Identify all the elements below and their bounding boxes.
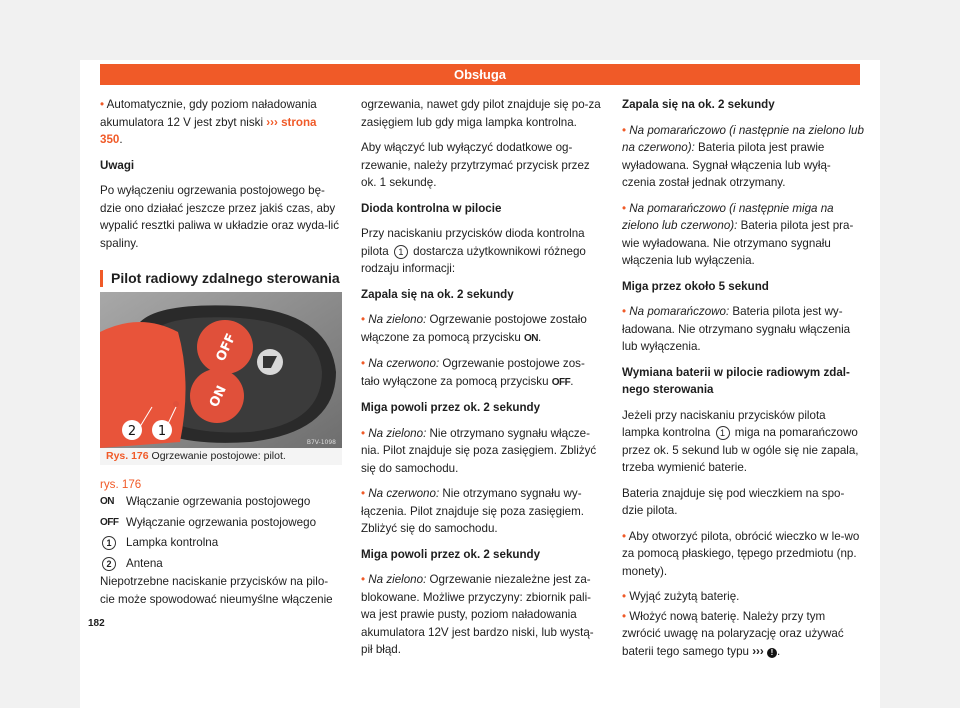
bullet-icon: • xyxy=(361,426,366,440)
svg-text:2: 2 xyxy=(127,424,137,439)
svg-text:1: 1 xyxy=(157,424,167,439)
uwagi-text: Po wyłączeniu ogrzewania postojowego bę-dzie ono działać jeszcze przez jakiś czas, aby wypalić resztki paliwa w układzie oraz wyda-lić spaliny. xyxy=(100,184,340,250)
page-number: 182 xyxy=(88,618,105,629)
uwagi-heading: Uwagi xyxy=(100,158,135,172)
column-3: Zapala się na ok. 2 sekundy • Na pomarańczowo (i następnie na zielono lub na czerwono): Bateria pilota jest prawie wyładowana. Sygnał włączenia lub wyłą-czenia został jednak otrzymany. • Na pomarańczowo (i następnie miga na zielono lub czerwono): Bateria pilota jest pra-wie wyładowana. Nie otrzymano sygnału włączenia lub wyłączenia. Miga przez około 5 sekund • Na pomarańczowo: Bateria pilota jest wy-ładowana. Nie otrzymano sygnału włączenia lub wyłączenia. Wymiana baterii w pilocie radiowym zdal-nego sterowania Jeżeli przy naciskaniu przycisków pilota lampka kontrolna 1 miga na pomarańczowo przez ok. 5 sekund lub w ogóle się nie zapala, trzeba wymienić baterie. Bateria znajduje się pod wieczkiem na spo-dzie pilota. • Aby otworzyć pilota, obrócić wieczko w le-wo za pomocą płaskiego, tępego przedmiotu (np. monety). • Wyjąć zużytą baterię. • Włożyć nową baterię. Należy przy tym zwrócić uwagę na polaryzację oraz używać baterii tego samego typu ››› ! . xyxy=(622,98,864,658)
indicator-led xyxy=(173,401,179,407)
bullet-icon: • xyxy=(100,98,105,111)
legend-row-on: ON Włączanie ogrzewania postojowego xyxy=(100,495,311,508)
legend-title: rys. 176 xyxy=(100,478,142,491)
section-title: Pilot radiowy zdalnego sterowania xyxy=(100,270,342,287)
warning-icon: ! xyxy=(767,648,777,658)
legend-row-off: OFF Wyłączanie ogrzewania postojowego xyxy=(100,515,317,529)
bullet-icon: • xyxy=(361,573,366,586)
paragraph-battery: • Automatycznie, gdy poziom naładowania akumulatora 12 V jest zbyt niski ››› strona 350. xyxy=(100,98,317,146)
column-1 xyxy=(100,96,342,287)
bullet-icon: • xyxy=(622,123,627,137)
page-header: Obsługa xyxy=(100,64,860,85)
figure-remote xyxy=(100,292,342,464)
figure-caption: Rys. 176 Ogrzewanie postojowe: pilot. xyxy=(100,448,342,465)
bullet-icon: • xyxy=(622,305,627,318)
bottom-paragraph: Niepotrzebne naciskanie przycisków na pilo-cie może spowodować nieumyślne włączenie xyxy=(100,575,333,606)
legend-row-antenna: 2 Antena xyxy=(100,554,342,575)
figure-code: B7V-1098 xyxy=(306,439,336,446)
warning-link[interactable]: ››› xyxy=(752,644,764,658)
heading-dioda: Dioda kontrolna w pilocie xyxy=(361,201,502,215)
bullet-icon: • xyxy=(361,313,366,326)
bullet-icon: • xyxy=(622,201,627,215)
off-label: OFF xyxy=(213,331,240,364)
on-label: ON xyxy=(206,383,230,410)
bullet-icon: • xyxy=(361,357,366,370)
bullet-icon: • xyxy=(622,590,627,603)
column-2: ogrzewania, nawet gdy pilot znajduje się po-za zasięgiem lub gdy miga lampka kontrolna. Aby włączyć lub wyłączyć dodatkowe og-rzewanie, należy przytrzymać przycisk przez ok. 1 sekundę. Dioda kontrolna w pilocie Przy naciskaniu przycisków dioda kontrolna pilota 1 dostarcza użytkownikowi różnego rodzaju informacji: Zapala się na ok. 2 sekundy • Na zielono: Ogrzewanie postojowe zostało włączone za pomocą przycisku ON. • Na czerwono: Ogrzewanie postojowe zos-tało wyłączone za pomocą przycisku OFF. Miga powoli przez ok. 2 sekundy • Na zielono: Nie otrzymano sygnału włącze-nia. Pilot znajduje się poza zasięgiem. Zbliżyć się do samochodu. • Na czerwono: Nie otrzymano sygnału wy-łączenia. Pilot znajduje się poza zasięgiem. Zbliżyć się do samochodu. Miga powoli przez ok. 2 sekundy • Na zielono: Ogrzewanie niezależne jest za-blokowane. Możliwe przyczyny: zbiornik pali-wa jest prawie pusty, poziom naładowania akumulatora 12V jest bardzo niski, lub wystą-pił błąd. xyxy=(361,96,603,667)
bullet-icon: • xyxy=(622,609,627,623)
bullet-icon: • xyxy=(361,487,366,500)
remote-illustration xyxy=(100,292,342,448)
legend-row-lamp: 1 Lampka kontrolna xyxy=(100,533,342,554)
legend-list xyxy=(100,492,342,574)
bullet-icon: • xyxy=(622,529,627,543)
page-link[interactable]: ››› strona 350 xyxy=(100,115,317,146)
antenna-cap xyxy=(100,322,186,448)
